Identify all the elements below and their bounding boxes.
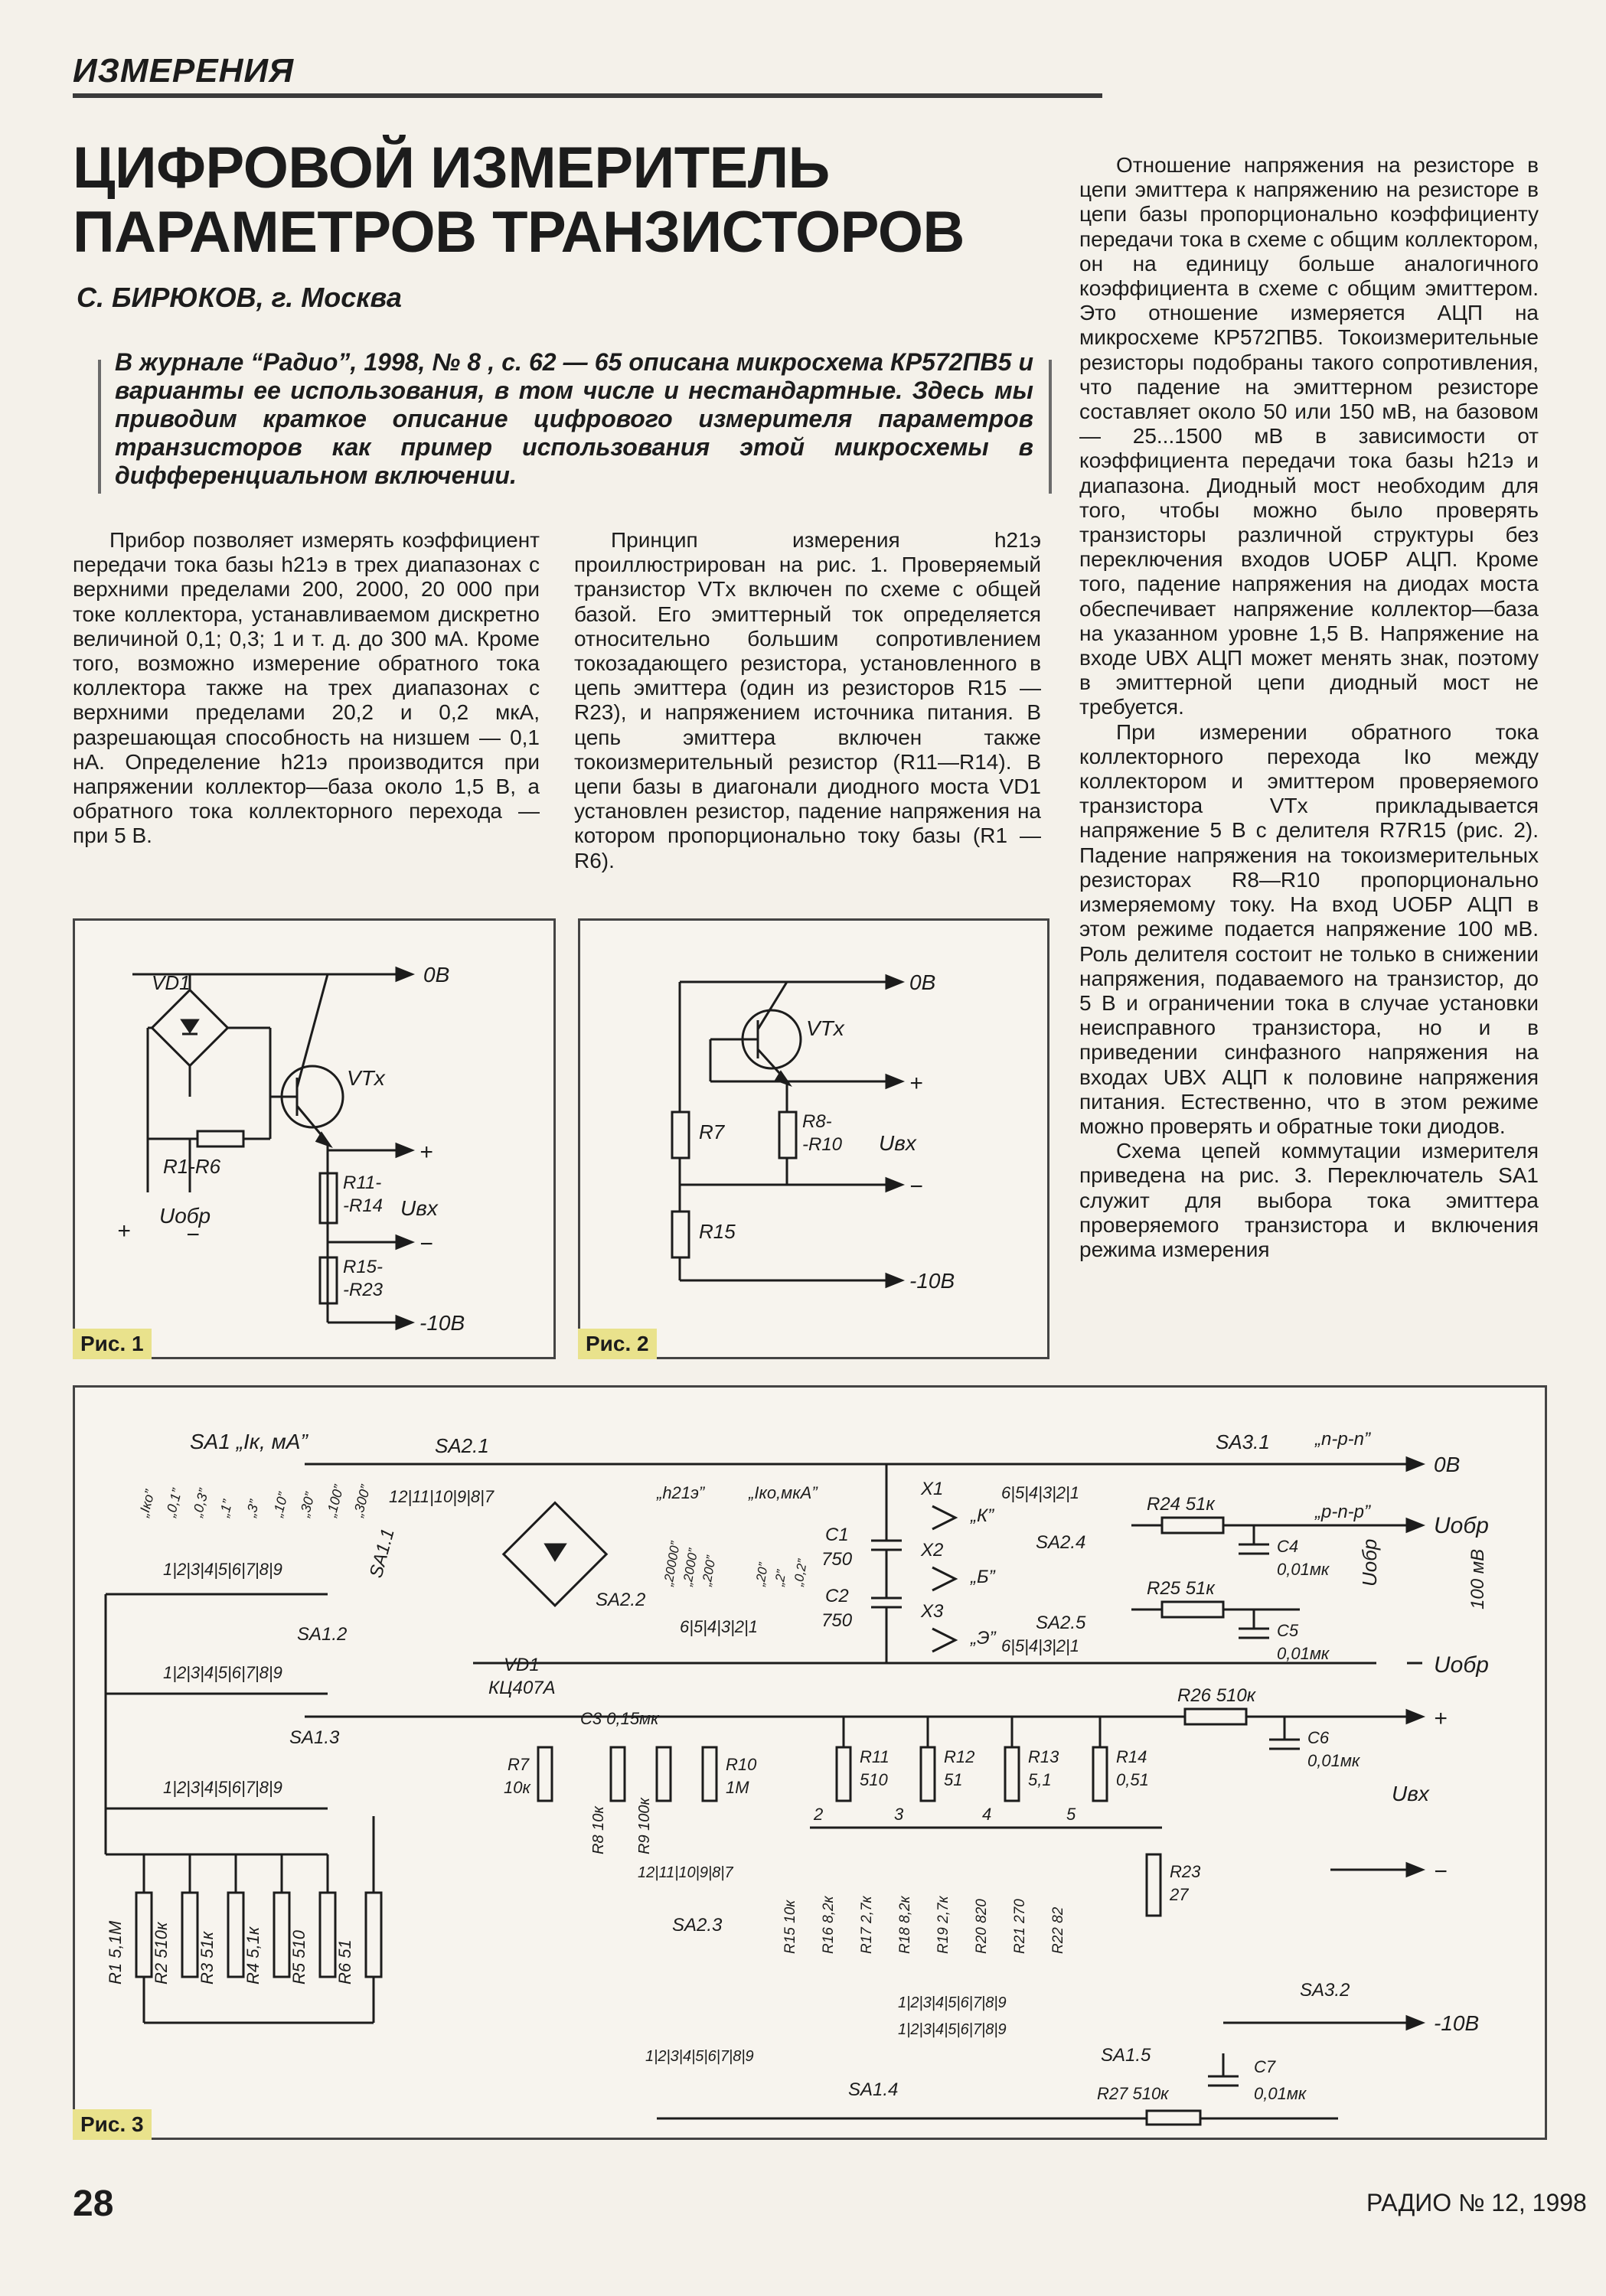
label-vd1: VD1 bbox=[152, 971, 191, 994]
range-label: „3” bbox=[243, 1498, 263, 1519]
body-column-2 bbox=[574, 528, 1041, 873]
label-x2: X2 bbox=[921, 1540, 944, 1561]
range-label: „1” bbox=[216, 1498, 236, 1519]
range-label: „2” bbox=[772, 1568, 789, 1587]
lead-right-rule bbox=[1049, 360, 1052, 494]
paragraph: Принцип измерения h21э проиллюстрирован на рис. 1. Проверяемый транзистор VTx включен по схеме с общей базой. Его эмиттерный ток определяется относительно большим сопротивлением токозадающего резистора, установленного в цепь эмиттера (один из резисторов R15 — R23), и напряжением источника питания. В цепь эмиттера включен также токоизмерительный резистор (R11—R14). В цепи базы в диагонали диодного моста VD1 установлен резистор, падение напряжения на котором пропорционально току базы (R1 — R6). bbox=[574, 528, 1041, 872]
label-minus: − bbox=[186, 1222, 200, 1247]
figure-1-schematic bbox=[75, 921, 553, 1357]
label-r10-value: 1М bbox=[726, 1778, 749, 1797]
label-npn: „n-p-n” bbox=[1315, 1429, 1371, 1450]
label-r27: R27 510к bbox=[1097, 2084, 1169, 2103]
figure-3 bbox=[73, 1385, 1547, 2140]
body-column-1 bbox=[73, 528, 540, 849]
label-c1-value: 750 bbox=[821, 1549, 853, 1570]
figure-1 bbox=[73, 918, 556, 1359]
label-r21: R21 270 bbox=[1012, 1899, 1028, 1954]
svg-text:1|2|3|4|5|6|7|8|9: 1|2|3|4|5|6|7|8|9 bbox=[163, 1663, 282, 1682]
label-r11-value: 510 bbox=[860, 1770, 888, 1789]
label-c5: C5 bbox=[1277, 1621, 1299, 1640]
label-r14-value: 0,51 bbox=[1116, 1770, 1149, 1789]
label-0v: 0В bbox=[1434, 1453, 1461, 1476]
figure-2 bbox=[578, 918, 1049, 1359]
label-r8: R8- bbox=[802, 1111, 832, 1132]
label-sa2-3: SA2.3 bbox=[672, 1915, 723, 1936]
article-author: С. БИРЮКОВ, г. Москва bbox=[77, 282, 402, 313]
lead-paragraph: В журнале “Радио”, 1998, № 8 , с. 62 — 65 описана микросхема КР572ПВ5 и варианты ее использования, в том числе и нестандартные. Здесь мы приводим краткое описание цифрового измерителя параметров транзисторов как пример использования этой микросхемы в дифференциальном включении. bbox=[115, 348, 1033, 489]
range-label: „0,1” bbox=[162, 1487, 185, 1519]
label-sa3-2: SA3.2 bbox=[1300, 1980, 1350, 2001]
label-r23-value: 27 bbox=[1170, 1885, 1189, 1904]
label-collector: „К” bbox=[971, 1505, 994, 1526]
label-c1: C1 bbox=[825, 1525, 849, 1545]
label-r13-value: 5,1 bbox=[1028, 1770, 1052, 1789]
label-uobr-minus: Uобр bbox=[1434, 1652, 1489, 1678]
label-r4: R4 5,1к bbox=[243, 1926, 263, 1985]
label-vtx: VTx bbox=[806, 1016, 844, 1040]
paragraph: Отношение напряжения на резисторе в цепи эмиттера к напряжению на резисторе в цепи базы пропорционально коэффициенту передачи тока в схеме с общим коллектором, он на единицу больше аналогичного коэффициента в схеме с общим эмиттером. Это отношение измеряется АЦП на микросхеме КР572ПВ5. Токоизмерительные резисторы подобраны такого сопротивления, что падение на эмиттерном резисторе составляет около 50 или 150 мВ, на базовом — 25...1500 мВ в зависимости от коэффициента передачи тока базы h21э и диапазона. Диодный мост необходим для того, чтобы можно было проверять транзисторы различной структуры без переключения входов UОБР АЦП. Кроме того, падение напряжения на диодах моста обеспечивает напряжение коллектор—база на указанном уровне 1,5 В. Напряжение на входе UВХ АЦП может менять знак, поэтому в эмиттерной цепи диодный мост не требуется. bbox=[1079, 153, 1539, 719]
label-r1: R1 5,1М bbox=[106, 1920, 125, 1985]
label-emitter: „Э” bbox=[971, 1628, 996, 1649]
range-label: „10” bbox=[269, 1490, 292, 1519]
svg-text:12|11|10|9|8|7: 12|11|10|9|8|7 bbox=[389, 1487, 495, 1506]
label-r13: R13 bbox=[1028, 1747, 1059, 1766]
label-plus: + bbox=[909, 1071, 923, 1096]
label-0v: 0В bbox=[423, 963, 450, 987]
label-sa1-1: SA1.1 bbox=[365, 1526, 399, 1580]
figure-3-caption: Рис. 3 bbox=[73, 2109, 152, 2140]
label-r11: R11- bbox=[343, 1172, 382, 1193]
label-minus10v: -10В bbox=[419, 1311, 465, 1335]
range-label: „0,2” bbox=[791, 1557, 811, 1587]
label-c2: C2 bbox=[825, 1586, 849, 1606]
label-sa2-1: SA2.1 bbox=[435, 1434, 489, 1457]
label-sa1-5: SA1.5 bbox=[1101, 2045, 1151, 2066]
label-r7: R7 bbox=[699, 1120, 725, 1143]
label-r15: R15- bbox=[343, 1257, 384, 1277]
label-r15: R15 bbox=[699, 1220, 736, 1243]
rubric-rule bbox=[73, 93, 1102, 98]
svg-text:6|5|4|3|2|1: 6|5|4|3|2|1 bbox=[1001, 1483, 1079, 1502]
label-pnp: „p-n-p” bbox=[1315, 1502, 1371, 1522]
label-c7-value: 0,01мк bbox=[1254, 2084, 1307, 2103]
label-r12-value: 51 bbox=[944, 1770, 963, 1789]
lead-left-rule bbox=[98, 360, 101, 494]
svg-text:1|2|3|4|5|6|7|8|9: 1|2|3|4|5|6|7|8|9 bbox=[163, 1560, 282, 1579]
label-r6: R6 51 bbox=[335, 1939, 354, 1985]
label-uvx: Uвх bbox=[1392, 1782, 1429, 1805]
label-minus: − bbox=[419, 1231, 433, 1257]
label-sa3-1: SA3.1 bbox=[1216, 1430, 1270, 1453]
label-r14: R14 bbox=[1116, 1747, 1147, 1766]
page-number: 28 bbox=[73, 2183, 114, 2224]
journal-issue: РАДИО № 12, 1998 bbox=[1366, 2189, 1587, 2216]
label-uobr: Uобр bbox=[159, 1204, 211, 1228]
label-sa2-4: SA2.4 bbox=[1036, 1532, 1086, 1553]
label-r3: R3 51к bbox=[197, 1931, 217, 1985]
label-plus: + bbox=[117, 1218, 131, 1244]
label-r25: R25 51к bbox=[1147, 1578, 1215, 1599]
svg-text:4: 4 bbox=[982, 1805, 992, 1824]
label-r14: -R14 bbox=[343, 1195, 384, 1216]
svg-text:2: 2 bbox=[814, 1805, 824, 1824]
section-rubric: ИЗМЕРЕНИЯ bbox=[73, 52, 295, 90]
svg-text:1|2|3|4|5|6|7|8|9: 1|2|3|4|5|6|7|8|9 bbox=[898, 2021, 1007, 2038]
label-r16: R16 8,2к bbox=[821, 1896, 837, 1954]
svg-text:12|11|10|9|8|7: 12|11|10|9|8|7 bbox=[638, 1864, 733, 1881]
label-r1-r6: R1-R6 bbox=[163, 1155, 221, 1178]
label-r2: R2 510к bbox=[152, 1922, 171, 1985]
label-r10: -R10 bbox=[802, 1134, 843, 1155]
range-label: „20000” bbox=[661, 1540, 684, 1587]
label-c6: C6 bbox=[1307, 1728, 1330, 1747]
label-r22: R22 82 bbox=[1050, 1906, 1066, 1954]
label-c4: C4 bbox=[1277, 1537, 1299, 1556]
figure-2-schematic bbox=[580, 921, 1047, 1357]
label-minus10v: -10В bbox=[909, 1269, 955, 1293]
label-100mv: 100 мВ bbox=[1467, 1548, 1488, 1609]
svg-text:−: − bbox=[1434, 1859, 1448, 1884]
label-minus: − bbox=[909, 1174, 923, 1199]
figure-2-caption: Рис. 2 bbox=[578, 1329, 657, 1359]
paragraph: Схема цепей коммутации измерителя приведена на рис. 3. Переключатель SA1 служит для выбора тока эмиттера проверяемого транзистора и включения режима измерения bbox=[1079, 1139, 1539, 1261]
label-sa1: SA1 „Iк, мА” bbox=[190, 1430, 308, 1453]
label-c7: C7 bbox=[1254, 2057, 1276, 2076]
label-r7: R7 bbox=[508, 1755, 530, 1774]
label-vtx: VTx bbox=[347, 1066, 385, 1090]
range-label: „20” bbox=[752, 1561, 772, 1587]
svg-text:6|5|4|3|2|1: 6|5|4|3|2|1 bbox=[1001, 1636, 1079, 1655]
svg-text:1|2|3|4|5|6|7|8|9: 1|2|3|4|5|6|7|8|9 bbox=[645, 2048, 754, 2065]
label-x1: X1 bbox=[921, 1479, 944, 1499]
range-label: „30” bbox=[296, 1490, 318, 1519]
svg-text:5: 5 bbox=[1066, 1805, 1076, 1824]
label-c3: C3 0,15мк bbox=[580, 1709, 659, 1728]
label-x3: X3 bbox=[921, 1601, 944, 1622]
range-label: „200” bbox=[699, 1554, 719, 1587]
paragraph: Прибор позволяет измерять коэффициент передачи тока базы h21э в трех диапазонах с верхними пределами 200, 2000, 20 000 при токе коллектора, устанавливаемом дискретно величиной 0,1; 0,3; 1 и т. д. до 300 мА. Кроме того, возможно измерение обратного тока коллектора также на трех диапазонах с верхними пределами 20,2 и 0,2 мкА, разрешающая способность на низшем — 0,1 нА. Определение h21э производится при напряжении коллектор—база около 1,5 В, а обратного тока коллекторного перехода — при 5 В. bbox=[73, 528, 540, 848]
label-h21e: „h21э” bbox=[657, 1483, 705, 1502]
label-r5: R5 510 bbox=[289, 1930, 308, 1985]
label-c5-value: 0,01мк bbox=[1277, 1644, 1330, 1663]
label-r7-value: 10к bbox=[504, 1778, 530, 1797]
label-base: „Б” bbox=[971, 1567, 995, 1587]
label-uobr: Uобр bbox=[1358, 1538, 1381, 1587]
label-vd1-type: КЦ407А bbox=[488, 1678, 556, 1698]
label-sa1-3: SA1.3 bbox=[289, 1727, 340, 1748]
range-label: „100” bbox=[323, 1483, 347, 1519]
svg-text:3: 3 bbox=[894, 1805, 904, 1824]
svg-text:1|2|3|4|5|6|7|8|9: 1|2|3|4|5|6|7|8|9 bbox=[898, 1994, 1007, 2011]
label-r12: R12 bbox=[944, 1747, 975, 1766]
label-r9: R9 100к bbox=[636, 1798, 653, 1854]
label-0v: 0В bbox=[909, 970, 936, 994]
label-iko: „Iко,мкА” bbox=[749, 1483, 818, 1502]
range-label: „300” bbox=[350, 1483, 374, 1519]
label-r17: R17 2,7к bbox=[859, 1896, 875, 1954]
svg-text:1|2|3|4|5|6|7|8|9: 1|2|3|4|5|6|7|8|9 bbox=[163, 1778, 282, 1797]
label-uvx: Uвх bbox=[879, 1131, 916, 1155]
label-r8: R8 10к bbox=[590, 1806, 607, 1854]
label-r19: R19 2,7к bbox=[935, 1896, 952, 1954]
article-title: ЦИФРОВОЙ ИЗМЕРИТЕЛЬ ПАРАМЕТРОВ ТРАНЗИСТОРОВ bbox=[73, 135, 965, 265]
range-label: „2000” bbox=[680, 1548, 701, 1587]
figure-3-schematic bbox=[75, 1388, 1545, 2138]
label-r24: R24 51к bbox=[1147, 1494, 1215, 1515]
label-minus10v: -10В bbox=[1434, 2011, 1480, 2035]
figure-1-caption: Рис. 1 bbox=[73, 1329, 152, 1359]
label-r15: R15 10к bbox=[782, 1900, 798, 1954]
svg-text:+: + bbox=[1434, 1706, 1448, 1731]
label-r20: R20 820 bbox=[974, 1899, 990, 1954]
label-r18: R18 8,2к bbox=[897, 1896, 913, 1954]
label-c4-value: 0,01мк bbox=[1277, 1560, 1330, 1579]
label-r23: R23 bbox=[1170, 1862, 1201, 1881]
label-r26: R26 510к bbox=[1177, 1685, 1256, 1706]
body-column-3 bbox=[1079, 153, 1539, 1262]
range-label: „Iко” bbox=[135, 1488, 158, 1519]
label-r11: R11 bbox=[860, 1747, 890, 1766]
label-sa1-2: SA1.2 bbox=[297, 1624, 348, 1645]
label-r10: R10 bbox=[726, 1755, 757, 1774]
label-vd1: VD1 bbox=[504, 1655, 540, 1675]
label-sa2-5: SA2.5 bbox=[1036, 1613, 1086, 1633]
label-r23: -R23 bbox=[343, 1280, 384, 1300]
svg-text:6|5|4|3|2|1: 6|5|4|3|2|1 bbox=[680, 1617, 758, 1636]
label-uvx: Uвх bbox=[400, 1196, 438, 1220]
label-sa1-4: SA1.4 bbox=[848, 2079, 899, 2100]
label-c2-value: 750 bbox=[821, 1610, 853, 1631]
label-c6-value: 0,01мк bbox=[1307, 1751, 1360, 1770]
label-sa2-2: SA2.2 bbox=[596, 1590, 646, 1610]
paragraph: При измерении обратного тока коллекторного перехода Iко между коллектором и эмиттером проверяемого транзистора VTx прикладывается напряжение 5 В с делителя R7R15 (рис. 2). Падение напряжения на токоизмерительных резисторах R8—R10 пропорционально измеряемому току. На вход UОБР АЦП в этом режиме подается напряжение 100 мВ. Роль делителя состоит не только в снижении напряжения, подаваемого на транзистор, до 5 В и ограничении тока в случае установки неисправного транзистора, но и в приведении синфазного напряжения на входах UВХ АЦП к половине напряжения питания. Естественно, что в этом режиме можно проверять и обратные токи диодов. bbox=[1079, 719, 1539, 1138]
label-uobr-plus: Uобр bbox=[1434, 1513, 1489, 1538]
range-label: „0,3” bbox=[189, 1487, 212, 1519]
label-plus: + bbox=[419, 1140, 433, 1165]
